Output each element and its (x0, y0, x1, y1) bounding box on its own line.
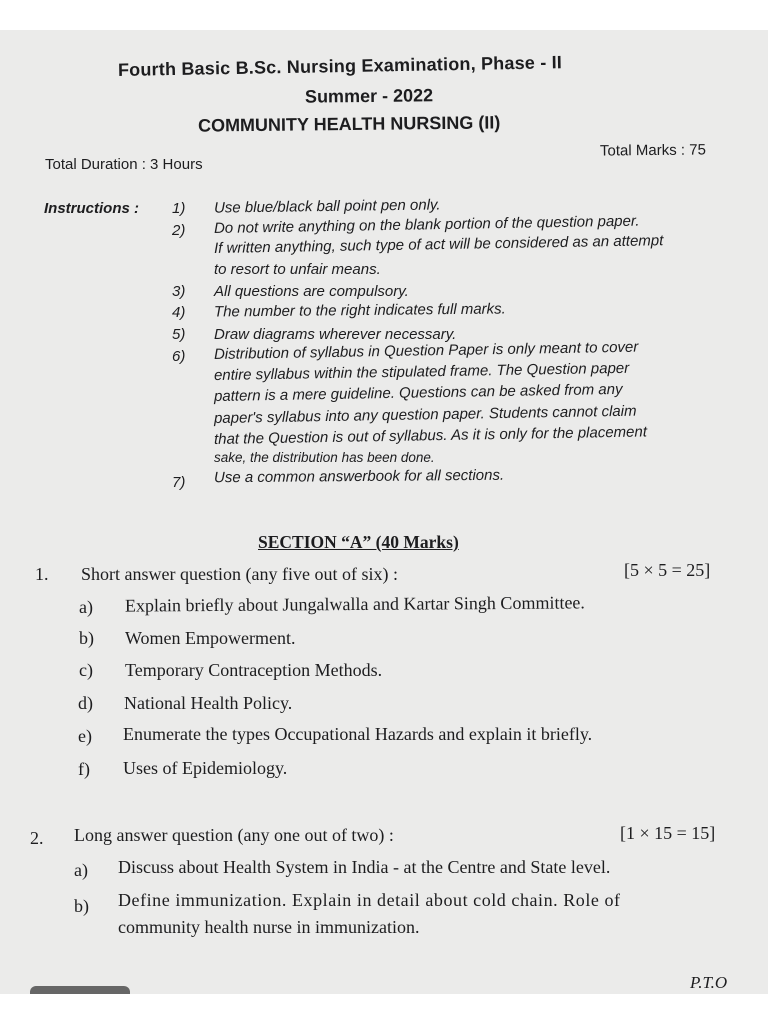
instruction-line: to resort to unfair means. (214, 261, 381, 278)
instruction-line: Distribution of syllabus in Question Paper is only meant to cover (213, 338, 639, 363)
instruction-number: 4) (172, 304, 186, 321)
exam-title: Fourth Basic B.Sc. Nursing Examination, Phase - II (117, 52, 563, 80)
instruction-line: pattern is a mere guideline. Questions can be asked from any (213, 380, 623, 405)
instruction-line: entire syllabus within the stipulated frame. The Question paper (213, 359, 630, 384)
instruction-line: sake, the distribution has been done. (214, 450, 435, 465)
part-text: National Health Policy. (124, 693, 293, 713)
question-number: 1. (35, 564, 49, 584)
question-marks: [1 × 15 = 15] (620, 823, 716, 843)
part-label: f) (78, 759, 90, 779)
instructions-label: Instructions : (44, 200, 140, 217)
instruction-number: 5) (172, 326, 186, 343)
part-label: b) (79, 628, 94, 648)
part-text: Enumerate the types Occupational Hazards and explain it briefly. (123, 724, 593, 744)
instruction-line: paper's syllabus into any question paper. Students cannot claim (213, 402, 637, 427)
part-text: Explain briefly about Jungalwalla and Kartar Singh Committee. (124, 592, 585, 616)
exam-paper (0, 30, 768, 994)
total-duration: Total Duration : 3 Hours (45, 156, 203, 173)
part-label: b) (74, 896, 89, 916)
exam-session: Summer - 2022 (304, 85, 434, 107)
instructions-list (0, 30, 768, 530)
instruction-number: 3) (172, 283, 186, 300)
instruction-line: The number to the right indicates full marks. (213, 300, 506, 321)
part-text: Temporary Contraception Methods. (125, 660, 383, 680)
scan-smudge (30, 986, 130, 994)
section-heading: SECTION “A” (40 Marks) (258, 532, 459, 552)
question-text: Long answer question (any one out of two) : (74, 825, 394, 845)
part-text: Discuss about Health System in India - at the Centre and State level. (118, 857, 611, 877)
instruction-line: that the Question is out of syllabus. As it is only for the placement (213, 423, 648, 448)
part-text: community health nurse in immunization. (118, 917, 420, 937)
question-text: Short answer question (any five out of six) : (81, 564, 398, 584)
instruction-line: If written anything, such type of act will be considered as an attempt (213, 232, 664, 257)
instruction-line: Use a common answerbook for all sections. (213, 466, 505, 487)
part-label: c) (79, 660, 93, 680)
part-label: d) (78, 693, 93, 713)
part-label: e) (78, 726, 92, 746)
total-marks: Total Marks : 75 (599, 141, 706, 160)
instruction-number: 7) (172, 474, 186, 491)
part-text: Uses of Epidemiology. (123, 758, 288, 778)
part-text: Define immunization. Explain in detail about cold chain. Role of (118, 890, 621, 910)
page-turn-marker: P.T.O (690, 973, 728, 992)
instruction-line: All questions are compulsory. (214, 283, 409, 300)
question-number: 2. (30, 828, 44, 848)
instruction-number: 2) (172, 222, 186, 239)
part-text: Women Empowerment. (125, 628, 296, 648)
part-label: a) (79, 597, 93, 617)
subject-title: COMMUNITY HEALTH NURSING (II) (197, 112, 501, 136)
instruction-line: Draw diagrams wherever necessary. (214, 326, 457, 343)
question-marks: [5 × 5 = 25] (624, 560, 711, 580)
instruction-number: 1) (172, 200, 186, 217)
instruction-number: 6) (172, 348, 186, 365)
instruction-line: Do not write anything on the blank portion of the question paper. (213, 212, 640, 237)
instruction-line: Use blue/black ball point pen only. (213, 196, 441, 217)
part-label: a) (74, 860, 88, 880)
